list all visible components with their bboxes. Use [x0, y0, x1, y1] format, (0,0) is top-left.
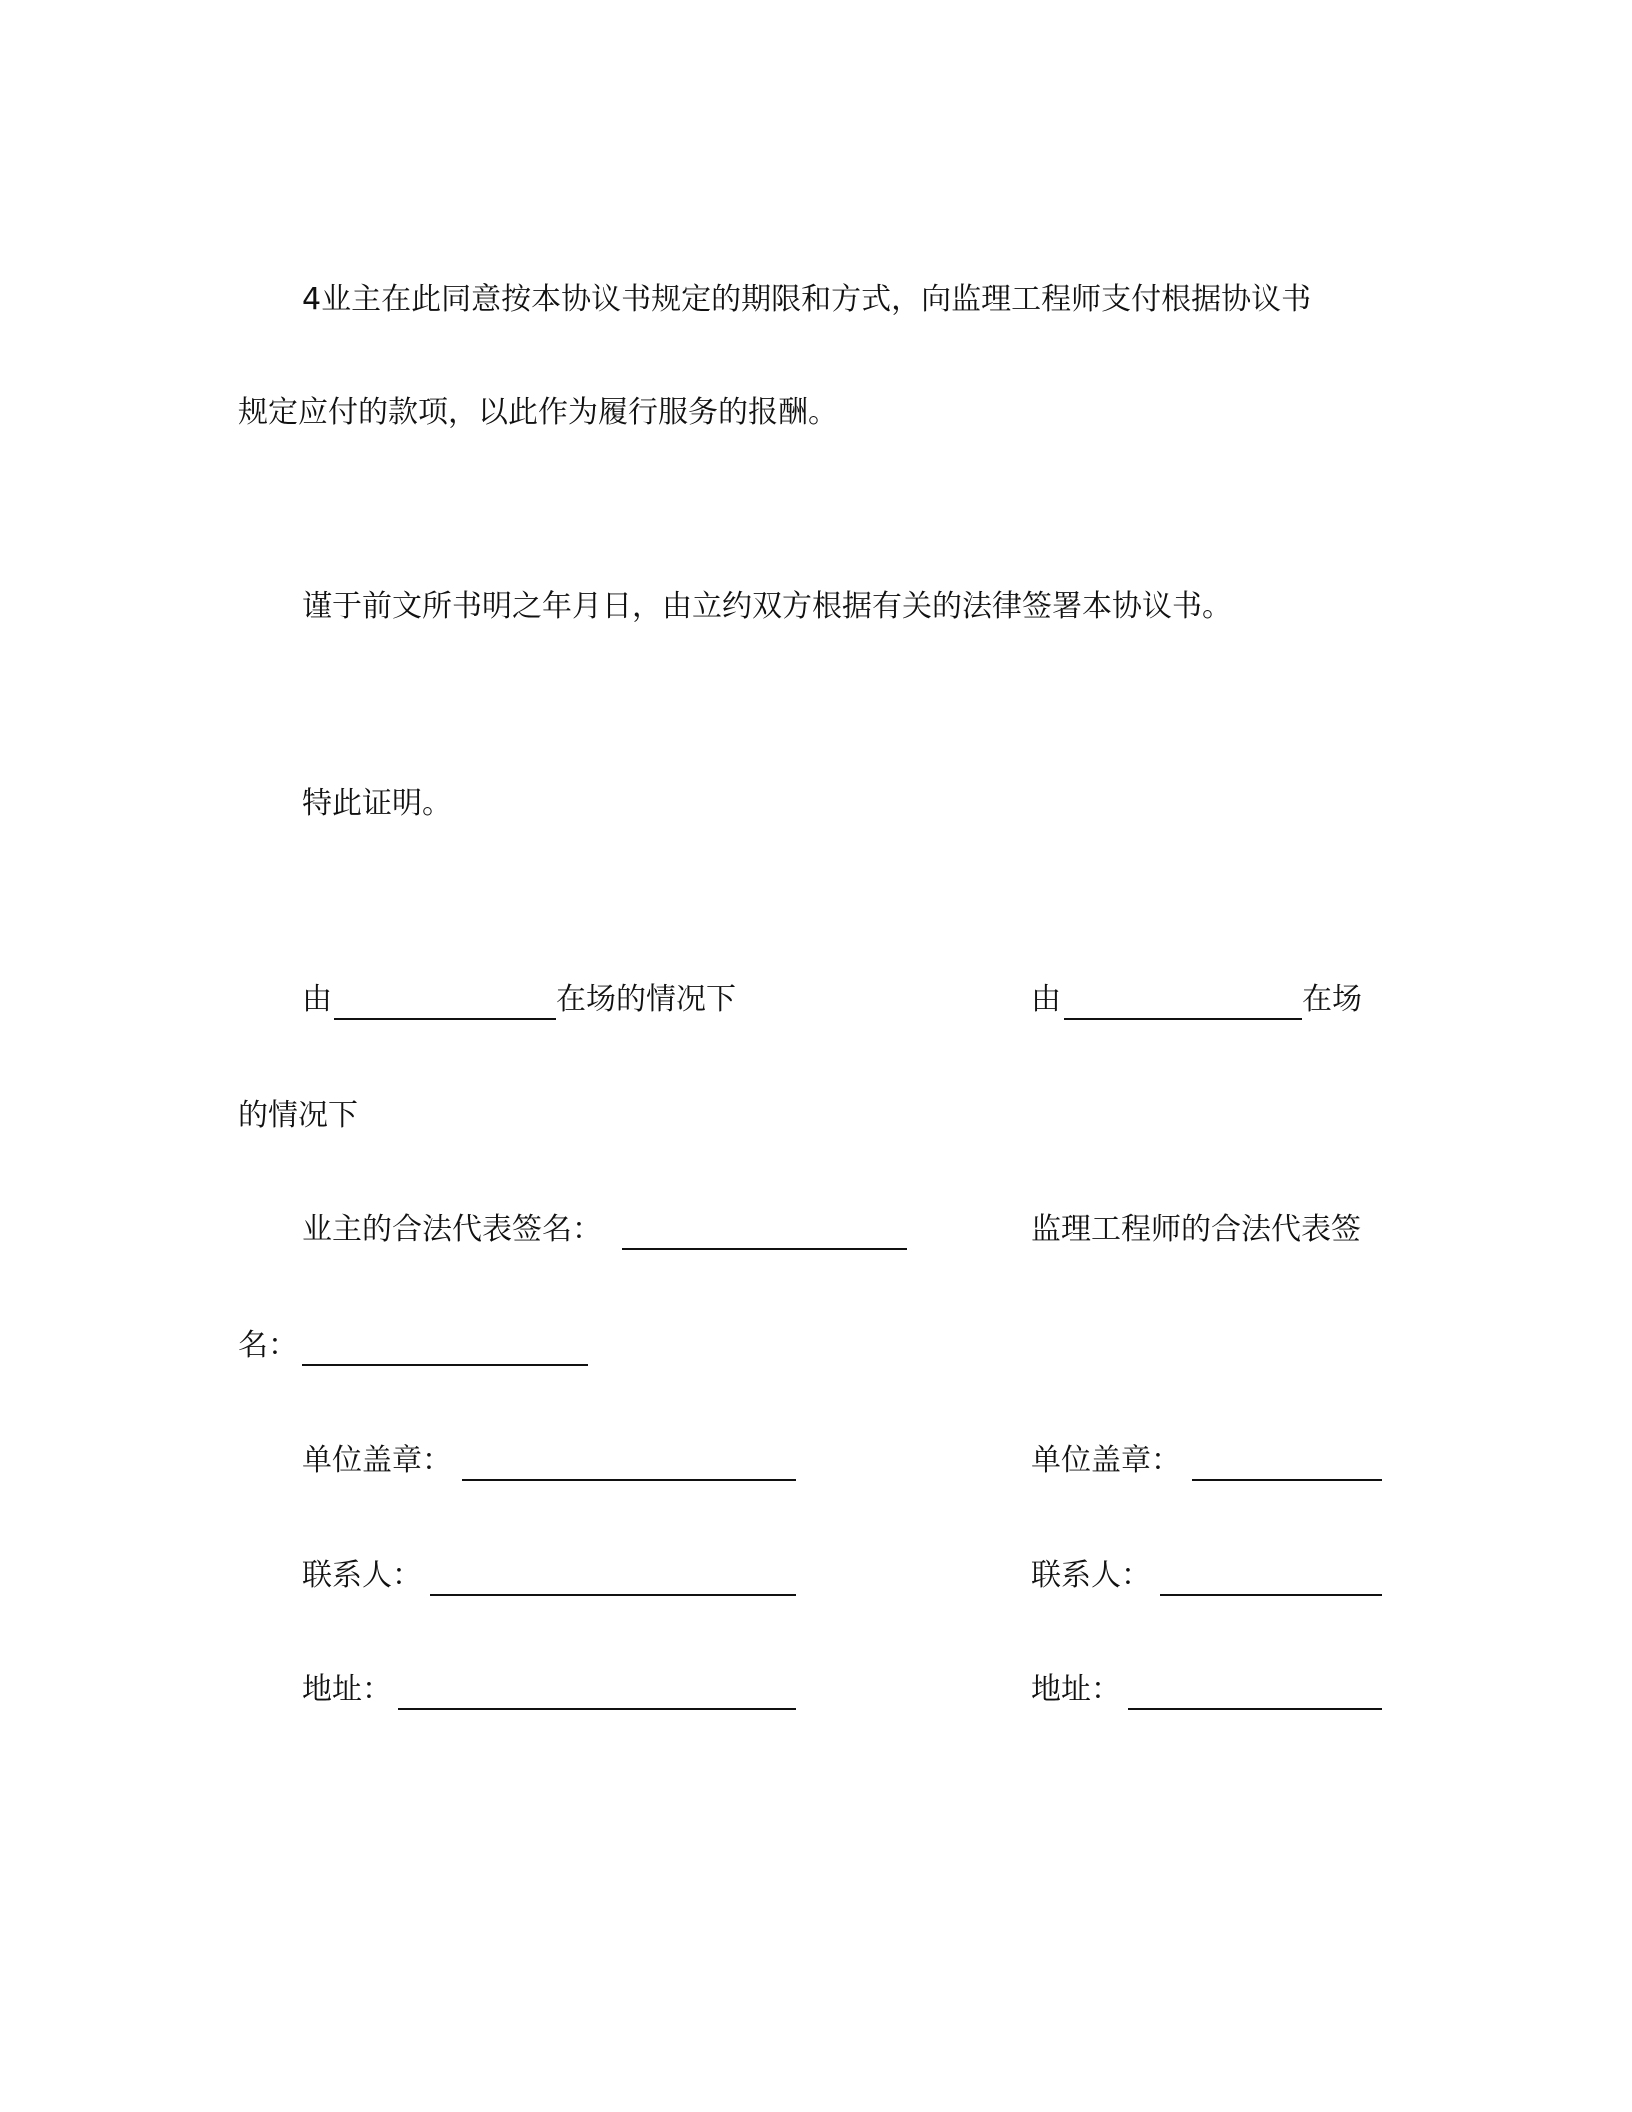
engineer-signature-label-line2: 名：: [238, 1328, 298, 1363]
address-left-label: 地址：: [302, 1672, 392, 1707]
contact-left-label: 联系人：: [302, 1558, 422, 1593]
contact-right-blank[interactable]: [1160, 1594, 1382, 1596]
address-left-blank[interactable]: [398, 1708, 796, 1710]
paragraph-payment-line1: 4业主在此同意按本协议书规定的期限和方式，向监理工程师支付根据协议书: [302, 282, 1312, 317]
seal-right-blank[interactable]: [1192, 1479, 1382, 1481]
contact-right-label: 联系人：: [1031, 1558, 1151, 1593]
engineer-signature-label-line1: 监理工程师的合法代表签: [1031, 1212, 1361, 1247]
address-right-blank[interactable]: [1128, 1708, 1382, 1710]
address-right-label: 地址：: [1031, 1672, 1121, 1707]
witness-left-blank[interactable]: [334, 1018, 556, 1020]
seal-right-label: 单位盖章：: [1031, 1443, 1181, 1478]
engineer-signature-blank[interactable]: [302, 1364, 588, 1366]
witness-right-suffix: 在场: [1302, 982, 1362, 1017]
paragraph-payment-line2: 规定应付的款项，以此作为履行服务的报酬。: [238, 395, 838, 430]
owner-signature-blank[interactable]: [622, 1248, 907, 1250]
witness-right-blank[interactable]: [1064, 1018, 1302, 1020]
witness-wrap-text: 的情况下: [238, 1098, 358, 1133]
paragraph-signing: 谨于前文所书明之年月日，由立约双方根据有关的法律签署本协议书。: [302, 589, 1232, 624]
paragraph-certification: 特此证明。: [302, 786, 452, 821]
seal-left-blank[interactable]: [462, 1479, 796, 1481]
seal-left-label: 单位盖章：: [302, 1443, 452, 1478]
owner-signature-label: 业主的合法代表签名：: [302, 1212, 602, 1247]
witness-left-prefix: 由: [302, 982, 332, 1017]
contact-left-blank[interactable]: [430, 1594, 796, 1596]
witness-right-prefix: 由: [1031, 982, 1061, 1017]
witness-left-suffix: 在场的情况下: [556, 982, 736, 1017]
